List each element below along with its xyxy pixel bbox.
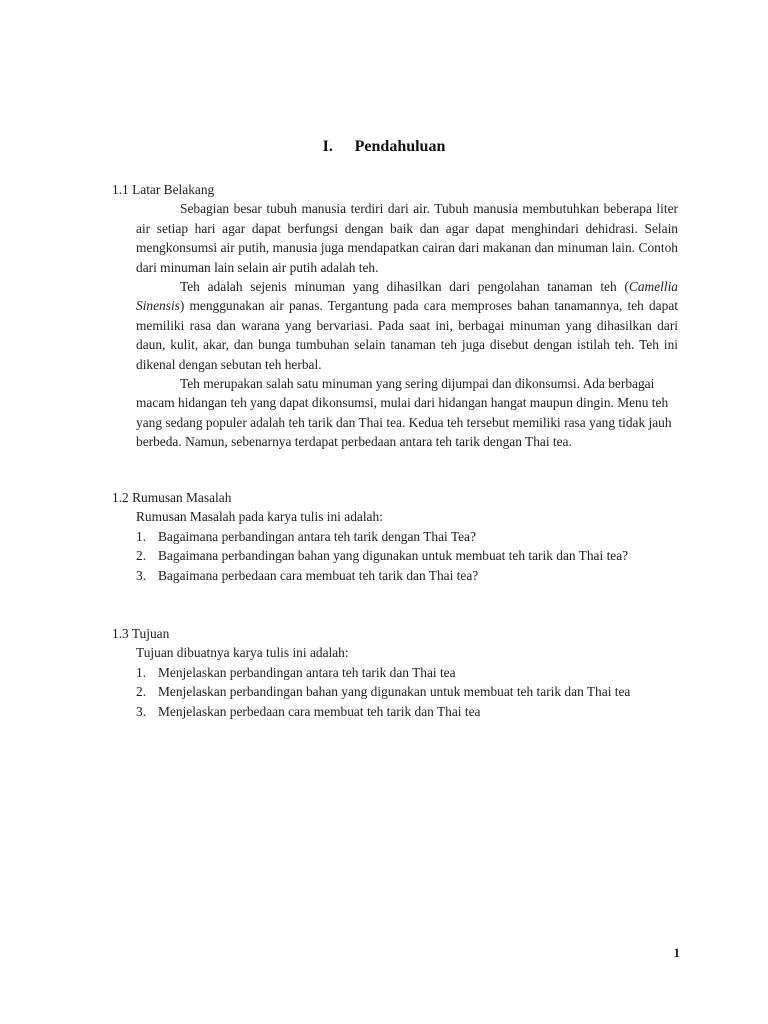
list-item xyxy=(136,682,678,701)
numbered-list xyxy=(136,663,678,721)
page-title xyxy=(0,136,768,158)
section-body xyxy=(136,199,678,451)
numbered-list xyxy=(136,527,678,585)
list-marker: 1. xyxy=(136,528,147,544)
list-item xyxy=(136,702,678,721)
section-heading: 1.2 Rumusan Masalah xyxy=(112,490,232,505)
paragraph: Teh merupakan salah satu minuman yang sering dijumpai dan dikonsumsi. Ada berbagai macam hidangan teh yang dapat dikonsumsi, mulai dari hidangan hangat maupun dingin. Menu teh yang sedang populer adalah teh tarik dan Thai tea. Kedua teh tersebut memiliki rasa yang tidak jauh berbeda. Namun, sebenarnya terdapat perbedaan antara teh tarik dengan Thai tea. xyxy=(136,376,672,450)
species-name: Camellia Sinensis xyxy=(136,279,678,314)
list-item-text: Menjelaskan perbedaan cara membuat teh tarik dan Thai tea xyxy=(158,703,481,719)
page-number: 1 xyxy=(673,945,680,960)
section-intro: Rumusan Masalah pada karya tulis ini adalah: xyxy=(136,509,383,525)
section-intro: Tujuan dibuatnya karya tulis ini adalah: xyxy=(136,645,349,661)
chapter-title: Pendahuluan xyxy=(354,138,446,155)
section-tujuan xyxy=(112,624,678,721)
list-marker: 3. xyxy=(136,703,147,719)
list-item xyxy=(136,566,678,585)
section-rumusan-masalah xyxy=(112,488,678,585)
list-item-text: Bagaimana perbedaan cara membuat teh tarik dan Thai tea? xyxy=(158,567,479,583)
list-item xyxy=(136,527,678,546)
list-item-text: Menjelaskan perbandingan antara teh tarik dan Thai tea xyxy=(158,664,456,680)
paragraph-text: ) menggunakan air panas. Tergantung pada cara memproses bahan tanamannya, teh dapat memiliki rasa dan warana yang bervariasi. Pada saat ini, berbagai minuman yang dihasilkan dari daun, kulit, akar, dan bunga tumbuhan selain tanaman teh juga disebut dengan istilah teh. Teh ini dikenal dengan sebutan teh herbal. xyxy=(136,298,678,372)
list-item-text: Menjelaskan perbandingan bahan yang digunakan untuk membuat teh tarik dan Thai tea xyxy=(158,684,631,700)
list-item-text: Bagaimana perbandingan bahan yang digunakan untuk membuat teh tarik dan Thai tea? xyxy=(158,548,629,564)
paragraph xyxy=(136,277,678,374)
section-latar-belakang xyxy=(112,180,678,452)
section-body xyxy=(136,643,678,721)
section-heading: 1.1 Latar Belakang xyxy=(112,182,215,197)
list-marker: 2. xyxy=(136,548,147,564)
paragraph: Sebagian besar tubuh manusia terdiri dari air. Tubuh manusia membutuhkan beberapa liter air setiap hari agar dapat berfungsi dengan baik dan agar dapat menghindari dehidrasi. Selain mengkonsumsi air putih, manusia juga mendapatkan cairan dari makanan dan minuman lain. Contoh dari minuman lain selain air putih adalah teh. xyxy=(136,201,678,275)
list-marker: 3. xyxy=(136,567,147,583)
list-item-text: Bagaimana perbandingan antara teh tarik dengan Thai Tea? xyxy=(158,528,476,544)
list-marker: 2. xyxy=(136,684,147,700)
section-heading: 1.3 Tujuan xyxy=(112,626,170,641)
list-item xyxy=(136,546,678,565)
chapter-number: I. xyxy=(322,138,333,155)
list-item xyxy=(136,663,678,682)
paragraph-text: Teh adalah sejenis minuman yang dihasilkan dari pengolahan tanaman teh ( xyxy=(180,279,629,295)
list-marker: 1. xyxy=(136,664,147,680)
section-body xyxy=(136,507,678,585)
